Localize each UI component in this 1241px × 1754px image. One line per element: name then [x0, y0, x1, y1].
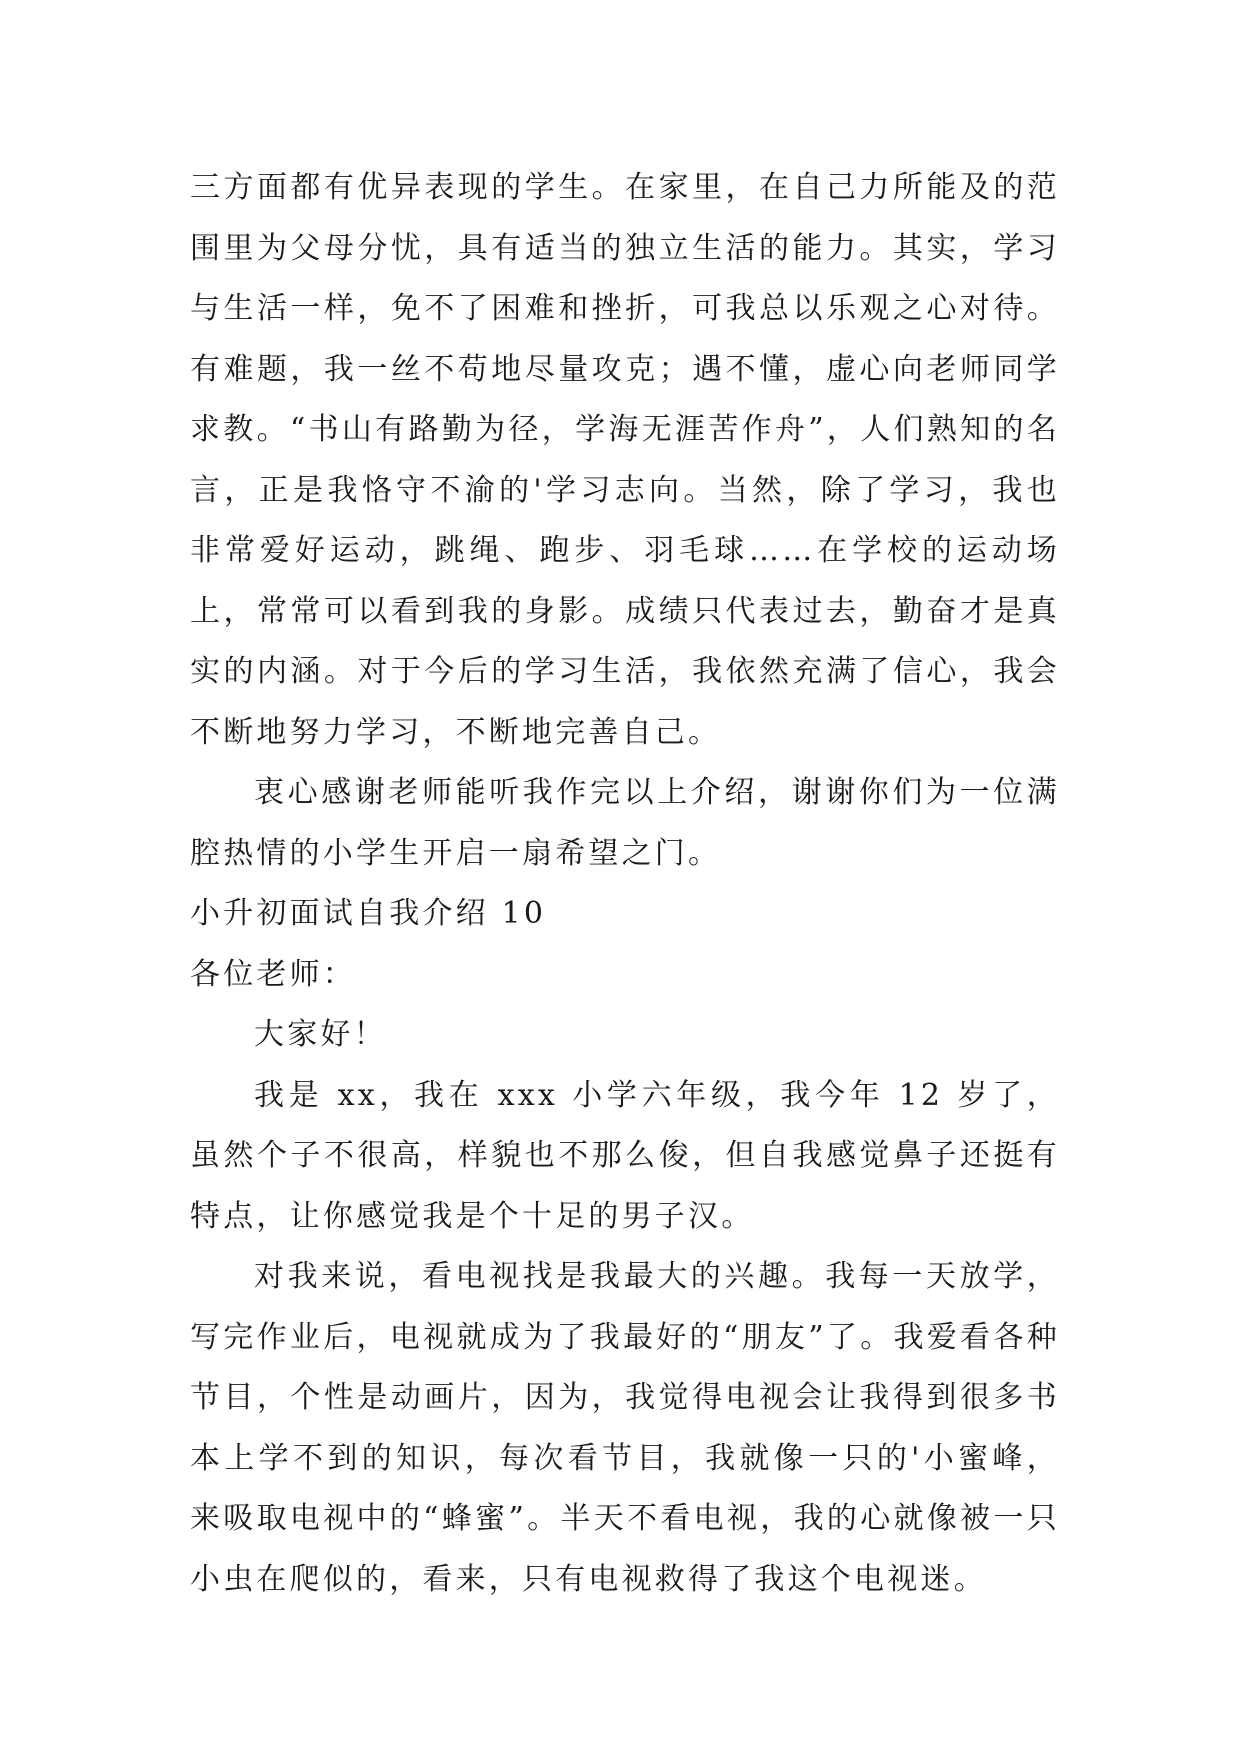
- salutation: 各位老师：: [190, 956, 356, 992]
- paragraph-hobby: 对我来说，看电视找是我最大的兴趣。我每一天放学，写完作业后，电视就成为了我最好的“朋友”了。我爱看各种节目，个性是动画片，因为，我觉得电视会让我得到很多书本上学不到的知识，每次看节目，我就像一只的'小蜜峰，来吸取电视中的“蜂蜜”。半天不看电视，我的心就像被一只小虫在爬似的，看来，只有电视救得了我这个电视迷。: [190, 1259, 1060, 1597]
- section-title: 小升初面试自我介绍 10: [190, 896, 547, 931]
- paragraph-continued: 三方面都有优异表现的学生。在家里，在自己力所能及的范围里为父母分忧，具有适当的独立生活的能力。其实，学习与生活一样，免不了困难和挫折，可我总以乐观之心对待。有难题，我一丝不苟地尽量攻克；遇不懂，虚心向老师同学求教。“书山有路勤为径，学海无涯苦作舟”，人们熟知的名言，正是我恪守不渝的'学习志向。当然，除了学习，我也非常爱好运动，跳绳、跑步、羽毛球……在学校的运动场上，常常可以看到我的身影。成绩只代表过去，勤奋才是真实的内涵。对于今后的学习生活，我依然充满了信心，我会不断地努力学习，不断地完善自己。: [190, 170, 1060, 750]
- paragraph-self-intro: 我是 xx，我在 xxx 小学六年级，我今年 12 岁了，虽然个子不很高，样貌也不那么俊，但自我感觉鼻子还挺有特点，让你感觉我是个十足的男子汉。: [190, 1077, 1060, 1234]
- paragraph-greeting: 大家好！: [254, 1017, 387, 1052]
- paragraph-thanks: 衷心感谢老师能听我作完以上介绍，谢谢你们为一位满腔热情的小学生开启一扇希望之门。: [190, 775, 1060, 871]
- document-body: [190, 158, 1060, 1610]
